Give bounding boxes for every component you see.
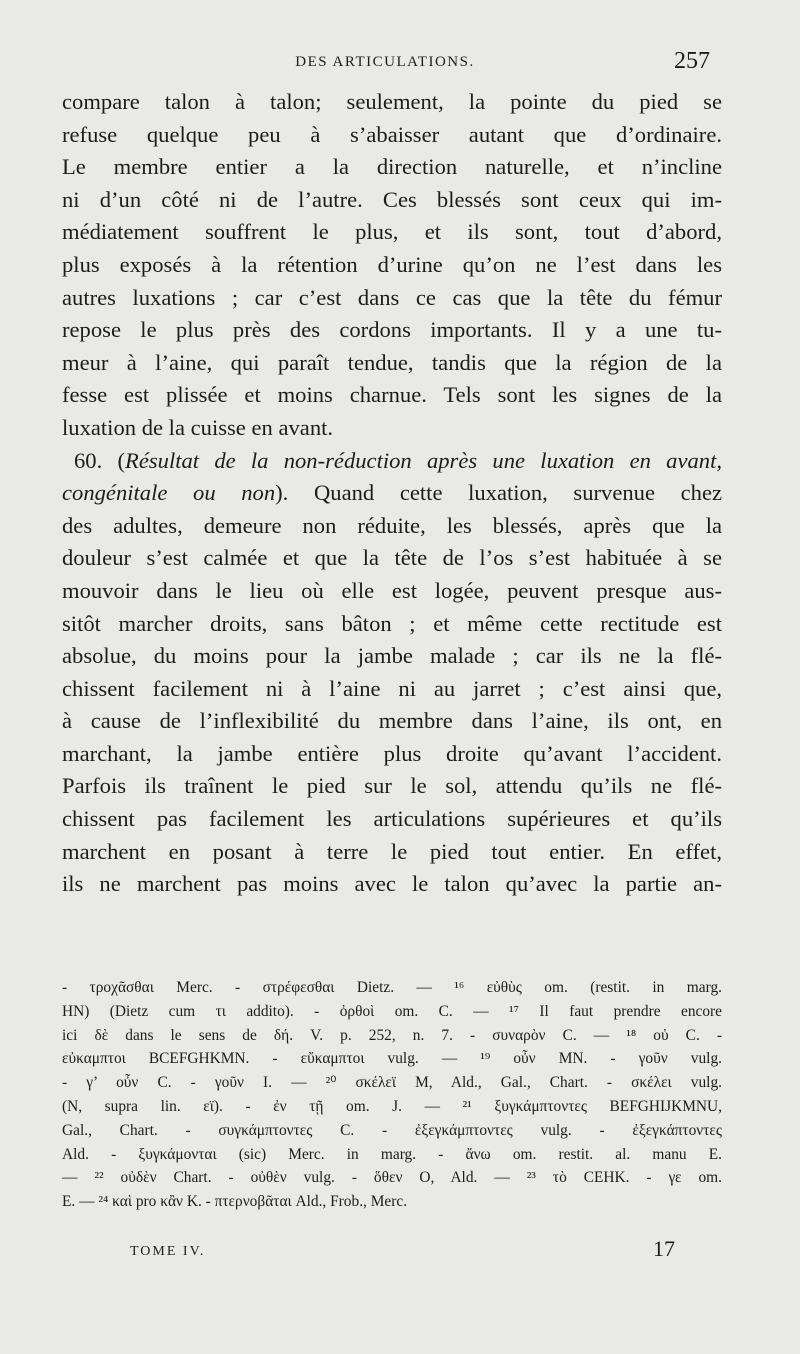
text-line: sitôt marcher droits, sans bâton ; et même cette rectitude est — [62, 610, 722, 636]
text-line: repose le plus près des cordons importants. Il y a une tu- — [62, 317, 722, 343]
footnote-line: Ald. - ξυγκάμονται (sic) Merc. in marg. - ἄνω om. restit. al. manu E. — [62, 1145, 722, 1163]
text-line: autres luxations ; car c’est dans ce cas que la tête du fémur — [62, 284, 722, 310]
running-title: DES ARTICULATIONS. — [295, 54, 475, 70]
footnote-line: - τροχᾶσθαι Merc. - στρέφεσθαι Dietz. — ¹⁶ εὐθὺς om. (restit. in marg. — [62, 979, 722, 996]
section-number: 60. — [74, 447, 103, 473]
heading-open-paren: ( — [117, 447, 126, 473]
footnote-line: Gal., Chart. - συγκάμπτοντες C. - ἐξεγκάμπτοντες vulg. - ἐξεγκάπτοντες — [62, 1121, 722, 1139]
footnotes — [62, 976, 722, 1214]
text-line: ils ne marchent pas moins avec le talon qu’avec la partie an- — [62, 871, 722, 897]
text-line: Parfois ils traînent le pied sur le sol, attendu qu’ils ne flé- — [62, 773, 722, 799]
text-line: ni d’un côté ni de l’autre. Ces blessés sont ceux qui im- — [62, 186, 722, 212]
page-footer — [130, 1236, 675, 1266]
heading-close-paren: ). — [275, 480, 289, 506]
volume-label: TOME IV. — [130, 1244, 206, 1259]
text-line: chissent facilement ni à l’aine ni au jarret ; c’est ainsi que, — [62, 675, 722, 701]
text-line: luxation de la cuisse en avant. — [62, 414, 334, 440]
footnote-line: ici δὲ dans le sens de δή. V. p. 252, n. 7. - συναρὸν C. — ¹⁸ οὐ C. - — [62, 1026, 722, 1044]
running-head — [60, 48, 710, 78]
text-line: à cause de l’inflexibilité du membre dans l’aine, ils ont, en — [62, 708, 722, 734]
text-line: marchent en posant à terre le pied tout entier. En effet, — [62, 838, 722, 864]
text-line: douleur s’est calmée et que la tête de l’os s’est habituée à se — [62, 545, 722, 571]
footnote-line: εὐκαμπτοι BCEFGHKMN. - εὔκαμπτοι vulg. — ¹⁹ οὖν MN. - γοῦν vulg. — [62, 1050, 722, 1068]
footnote-line: (N, supra lin. εϊ). - ἐν τῇ om. J. — ²¹ ξυγκάμπτοντες BEFGHIJKMNU, — [62, 1097, 722, 1115]
text-line: des adultes, demeure non réduite, les blessés, après que la — [62, 512, 722, 538]
text-line: meur à l’aine, qui paraît tendue, tandis que la région de la — [62, 349, 722, 375]
text-line: absolue, du moins pour la jambe malade ; car ils ne la flé- — [62, 643, 722, 669]
text-line: Le membre entier a la direction naturelle, et n’incline — [62, 154, 722, 180]
text-line: chissent pas facilement les articulations supérieures et qu’ils — [62, 806, 722, 832]
text-line: fesse est plissée et moins charnue. Tels sont les signes de la — [62, 382, 722, 408]
text-line: compare talon à talon; seulement, la pointe du pied se — [62, 89, 722, 114]
footnote-line: - γ’ οὖν C. - γοῦν I. — ²⁰ σκέλεϊ M, Ald., Gal., Chart. - σκέλει vulg. — [62, 1074, 722, 1092]
text-line: marchant, la jambe entière plus droite qu’avant l’accident. — [62, 740, 722, 766]
section-heading-line — [62, 445, 722, 478]
main-text — [62, 86, 722, 901]
text-line: mouvoir dans le lieu où elle est logée, peuvent presque aus- — [62, 577, 722, 603]
signature-mark: 17 — [653, 1236, 675, 1261]
section-heading-italic: congénitale ou non — [62, 480, 276, 506]
section-heading-line — [62, 477, 722, 510]
text-line: refuse quelque peu à s’abaisser autant que d’ordinaire. — [62, 121, 722, 147]
footnote-line: HN) (Dietz cum τι addito). - ὀρθοὶ om. C. — ¹⁷ Il faut prendre encore — [62, 1002, 722, 1020]
footnote-line: — ²² οὐδὲν Chart. - οὐθὲν vulg. - ὅθεν O, Ald. — ²³ τὸ CEHK. - γε om. — [62, 1169, 722, 1187]
page-number: 257 — [674, 48, 710, 74]
text-line: plus exposés à la rétention d’urine qu’on ne l’est dans les — [62, 251, 722, 277]
footnote-line: E. — ²⁴ καὶ pro κἂν K. - πτερνοβᾶται Ald., Frob., Merc. — [62, 1193, 408, 1211]
text-fragment: Quand cette luxation, survenue chez — [288, 480, 722, 506]
text-line: médiatement souffrent le plus, et ils sont, tout d’abord, — [62, 219, 722, 245]
section-heading-italic: Résultat de la non-réduction après une luxation en avant, — [125, 447, 722, 473]
